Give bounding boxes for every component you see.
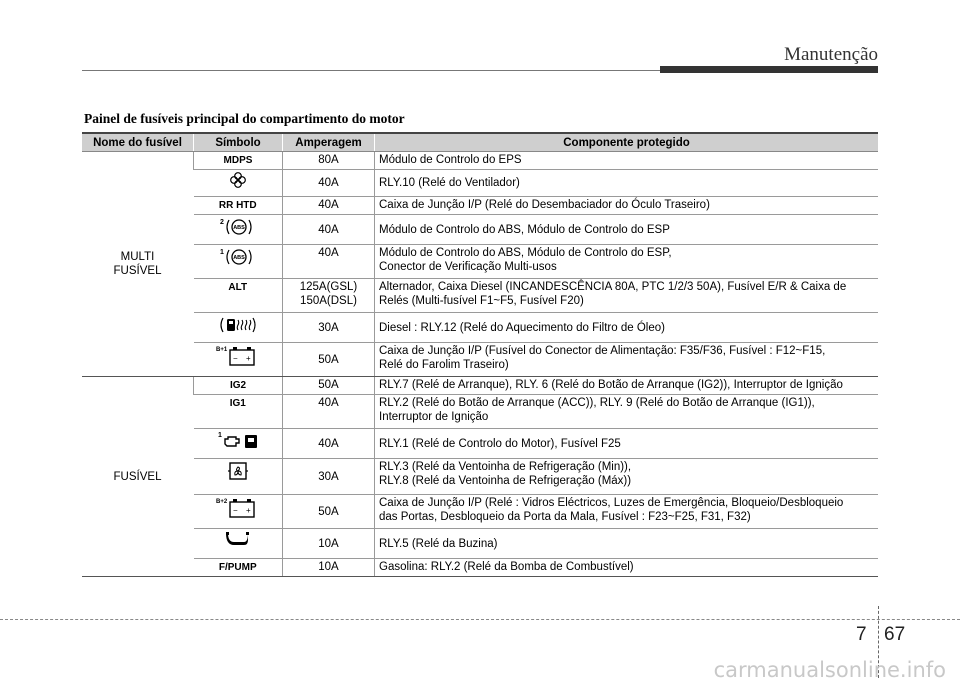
component-cell: Caixa de Junção I/P (Relé : Vidros Eléctricos, Luzes de Emergência, Bloqueio/Desbloqueio das Portas, Desbloqueio da Porta da Mala, Fusível : F23~F25, F31, F32)	[375, 495, 879, 529]
amperage-cell: 50A	[283, 343, 375, 377]
symbol-cell	[194, 152, 283, 170]
table-row	[82, 395, 878, 429]
symbol-cell	[194, 170, 283, 197]
engine-control-icon	[215, 430, 261, 452]
svg-text:2: 2	[219, 219, 224, 226]
group-name-multi-fuse: MULTI FUSÍVEL	[82, 152, 194, 377]
amperage-cell: 40A	[283, 197, 375, 215]
svg-text:B+2: B+2	[215, 499, 227, 505]
table-row	[82, 429, 878, 459]
svg-text:−: −	[232, 354, 238, 363]
svg-text:B+1: B+1	[215, 347, 227, 353]
table-row	[82, 343, 878, 377]
svg-text:1: 1	[219, 249, 224, 256]
component-cell: RLY.7 (Relé de Arranque), RLY. 6 (Relé do Botão de Arranque (IG2)), Interruptor de Ignição	[375, 377, 879, 395]
component-cell: Módulo de Controlo do EPS	[375, 152, 879, 170]
mdps-symbol: MDPS	[223, 155, 253, 166]
table-row	[82, 377, 878, 395]
table-row	[82, 152, 878, 170]
table-row	[82, 459, 878, 495]
component-cell: Alternador, Caixa Diesel (INCANDESCÊNCIA 80A, PTC 1/2/3 50A), Fusível E/R & Caixa de Relés (Multi-fusível F1~F5, Fusível F20)	[375, 279, 879, 313]
symbol-cell	[194, 459, 283, 495]
battery-b2-icon	[215, 496, 261, 520]
component-cell: Diesel : RLY.12 (Relé do Aquecimento do Filtro de Óleo)	[375, 313, 879, 343]
fuel-filter-heater-icon	[216, 314, 260, 336]
amperage-cell: 40A	[283, 429, 375, 459]
component-cell: RLY.1 (Relé de Controlo do Motor), Fusível F25	[375, 429, 879, 459]
symbol-cell	[194, 495, 283, 529]
svg-text:ABS: ABS	[232, 255, 245, 261]
ig1-symbol: IG1	[229, 398, 246, 409]
rr-htd-symbol: RR HTD	[218, 200, 257, 211]
table-row	[82, 313, 878, 343]
symbol-cell	[194, 395, 283, 429]
svg-text:+: +	[245, 354, 251, 363]
svg-text:ABS: ABS	[232, 225, 245, 231]
amperage-cell: 30A	[283, 313, 375, 343]
component-cell: RLY.10 (Relé do Ventilador)	[375, 170, 879, 197]
table-header-row	[82, 133, 878, 152]
abs-1-icon	[218, 246, 258, 268]
component-cell: Caixa de Junção I/P (Fusível do Conector de Alimentação: F35/F36, Fusível : F12~F15, Relé do Farolim Traseiro)	[375, 343, 879, 377]
symbol-cell	[194, 215, 283, 245]
amperage-cell: 50A	[283, 495, 375, 529]
symbol-cell	[194, 343, 283, 377]
symbol-cell	[194, 245, 283, 279]
component-cell: Módulo de Controlo do ABS, Módulo de Controlo do ESP, Conector de Verificação Multi-usos	[375, 245, 879, 279]
col-header-symbol: Símbolo	[194, 133, 283, 152]
symbol-cell	[194, 197, 283, 215]
header-rule	[82, 70, 662, 71]
component-cell: RLY.5 (Relé da Buzina)	[375, 529, 879, 559]
table-row	[82, 529, 878, 559]
watermark: carmanualsonline.info	[713, 658, 946, 682]
footer-rule	[0, 619, 960, 620]
component-cell: Gasolina: RLY.2 (Relé da Bomba de Combustível)	[375, 559, 879, 577]
fan-icon	[229, 171, 247, 189]
amperage-cell: 40A	[283, 215, 375, 245]
f-pump-symbol: F/PUMP	[218, 562, 257, 573]
amperage-cell: 125A(GSL) 150A(DSL)	[283, 279, 375, 313]
symbol-cell	[194, 559, 283, 577]
svg-text:+: +	[245, 506, 251, 515]
amperage-cell: 50A	[283, 377, 375, 395]
header-title: Manutenção	[784, 44, 878, 65]
component-cell: RLY.2 (Relé do Botão de Arranque (ACC)), RLY. 9 (Relé do Botão de Arranque (IG1)), Interruptor de Ignição	[375, 395, 879, 429]
table-row	[82, 559, 878, 577]
symbol-cell	[194, 377, 283, 395]
symbol-cell	[194, 529, 283, 559]
symbol-cell	[194, 429, 283, 459]
symbol-cell	[194, 313, 283, 343]
amperage-cell: 40A	[283, 395, 375, 429]
abs-2-icon	[218, 216, 258, 238]
table-row	[82, 495, 878, 529]
fuse-table	[82, 132, 878, 577]
amperage-cell: 10A	[283, 559, 375, 577]
amperage-cell: 10A	[283, 529, 375, 559]
svg-text:−: −	[232, 506, 238, 515]
symbol-cell	[194, 279, 283, 313]
component-cell: Módulo de Controlo do ABS, Módulo de Controlo do ESP	[375, 215, 879, 245]
horn-icon	[225, 530, 251, 548]
table-row	[82, 279, 878, 313]
svg-text:1: 1	[217, 432, 222, 439]
component-cell: RLY.3 (Relé da Ventoinha de Refrigeração (Min)), RLY.8 (Relé da Ventoinha de Refrigeração (Máx))	[375, 459, 879, 495]
radiator-fan-icon	[227, 460, 249, 482]
page-number: 67	[884, 624, 906, 645]
table-row	[82, 215, 878, 245]
amperage-cell: 40A	[283, 170, 375, 197]
col-header-amperage: Amperagem	[283, 133, 375, 152]
amperage-cell: 80A	[283, 152, 375, 170]
component-cell: Caixa de Junção I/P (Relé do Desembaciador do Óculo Traseiro)	[375, 197, 879, 215]
battery-b1-icon	[215, 344, 261, 368]
col-header-fuse-name: Nome do fusível	[82, 133, 194, 152]
table-row	[82, 170, 878, 197]
table-row	[82, 197, 878, 215]
alt-symbol: ALT	[228, 282, 248, 293]
ig2-symbol: IG2	[229, 380, 247, 391]
header-rule-accent	[660, 66, 878, 73]
section-title: Painel de fusíveis principal do compartimento do motor	[84, 111, 405, 126]
chapter-number: 7	[856, 624, 867, 645]
amperage-cell: 40A	[283, 245, 375, 279]
amperage-cell: 30A	[283, 459, 375, 495]
group-name-fuse: FUSÍVEL	[82, 377, 194, 577]
table-row	[82, 245, 878, 279]
col-header-component: Componente protegido	[375, 133, 879, 152]
